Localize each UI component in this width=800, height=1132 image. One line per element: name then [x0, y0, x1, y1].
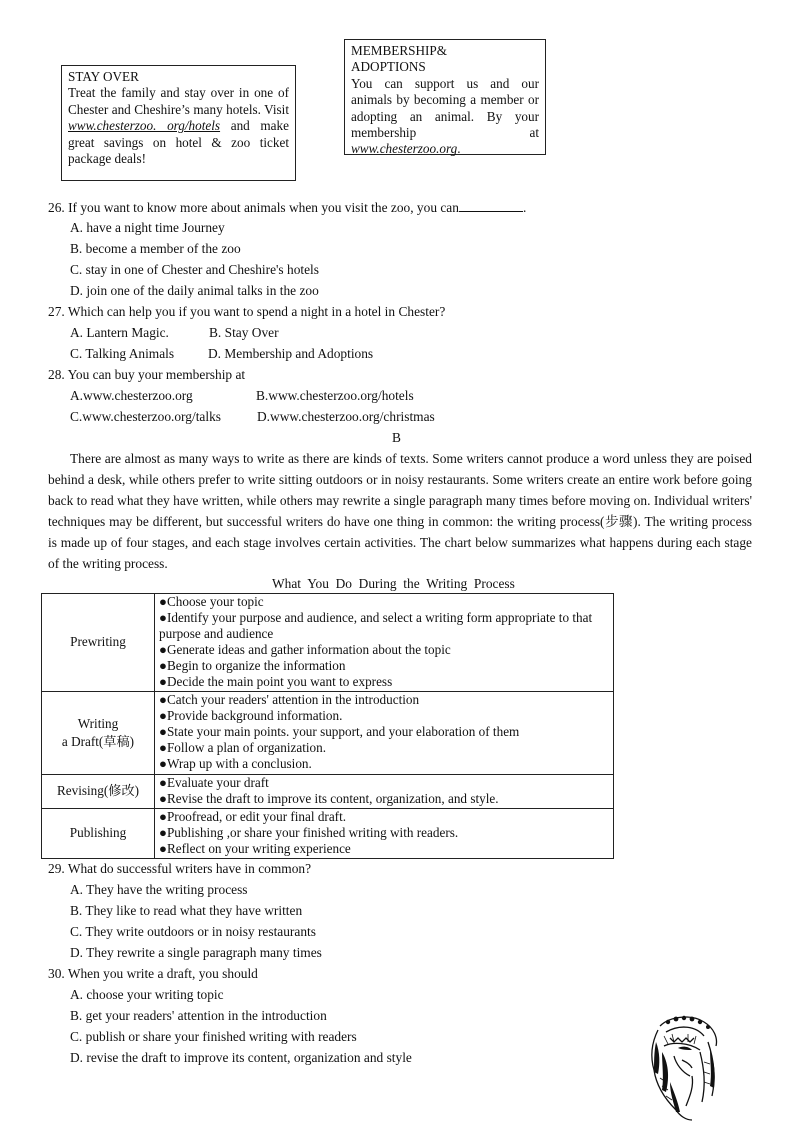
membership-title-line1: MEMBERSHIP&	[351, 43, 447, 58]
answer-blank	[459, 199, 523, 212]
stage-writing-draft-line1: Writing	[77, 715, 119, 731]
list-item: ●Begin to organize the information	[159, 658, 346, 674]
list-item: ●Evaluate your draft	[159, 774, 269, 790]
table-row	[42, 774, 614, 808]
q27-option-b: B. Stay Over	[209, 325, 279, 340]
list-item: ●State your main points. your support, and your elaboration of them	[159, 723, 520, 739]
membership-title-line2: ADOPTIONS	[351, 59, 426, 75]
q30-option-d: D. revise the draft to improve its content, organization and style	[70, 1050, 412, 1065]
q30-option-b: B. get your readers' attention in the introduction	[70, 1008, 327, 1023]
list-item: ●Identify your purpose and audience, and select a writing form appropriate to that purpose and audience	[159, 610, 593, 642]
list-item: ●Decide the main point you want to express	[159, 674, 393, 690]
list-item: ●Wrap up with a conclusion.	[159, 755, 312, 771]
list-item: ●Reflect on your writing experience	[159, 840, 351, 856]
stay-over-text: Treat the family and stay over in one of Chester and Cheshire’s many hotels. Visit www.chesterzoo. org/hotels and make great savings on hotel & zoo ticket package deals!	[68, 85, 289, 167]
list-item: ●Proofread, or edit your final draft.	[159, 808, 347, 824]
q27-option-d: D. Membership and Adoptions	[208, 346, 374, 361]
hotels-link[interactable]: www.chesterzoo. org/hotels	[68, 118, 221, 134]
section-b-paragraph: There are almost as many ways to write as there are kinds of texts. Some writers cannot produce a word unless they are poised behind a desk, while others prefer to write sitting outdoors or in noisy restaurants. Some writers create an entire work before going back to read what they have written, while others may rewrite a single paragraph many times before moving on. Individual writers' techniques may be different, but successful writers do have one thing in common: the writing process(步骤). The writing process is made up of four stages, and each stage involves certain activities. The chart below summarizes what happens during each stage of the writing process.	[48, 451, 752, 571]
opera-figure-illustration	[630, 1012, 726, 1124]
stage-publishing: Publishing	[42, 808, 155, 858]
q29-option-c: C. They write outdoors or in noisy restaurants	[70, 924, 316, 939]
list-item: ●Follow a plan of organization.	[159, 739, 327, 755]
q30-option-a: A. choose your writing topic	[70, 987, 224, 1002]
membership-box	[344, 39, 546, 155]
list-item: ●Provide background information.	[159, 707, 343, 723]
membership-text: You can support us and our animals by becoming a member or adopting an animal. By your membership at www.chesterzoo.org.	[351, 75, 539, 157]
q26-option-d: D. join one of the daily animal talks in the zoo	[70, 283, 319, 298]
writing-process-table	[41, 593, 614, 859]
q29-option-a: A. They have the writing process	[70, 882, 248, 897]
table-row	[42, 691, 614, 774]
membership-link[interactable]: www.chesterzoo.org	[351, 141, 458, 157]
table-row	[42, 808, 614, 858]
list-item: ●Catch your readers' attention in the introduction	[159, 691, 420, 707]
q26-option-b: B. become a member of the zoo	[70, 241, 241, 256]
stage-prewriting: Prewriting	[42, 594, 155, 692]
list-item: ●Generate ideas and gather information about the topic	[159, 642, 451, 658]
q27-option-c: C. Talking Animals	[70, 346, 175, 361]
section-b-heading: B	[392, 430, 401, 445]
stay-over-title: STAY OVER	[68, 69, 139, 84]
question-26: 26. If you want to know more about animals when you visit the zoo, you can .	[48, 200, 527, 215]
question-29: 29. What do successful writers have in common?	[48, 861, 312, 876]
question-28: 28. You can buy your membership at	[48, 367, 246, 382]
question-27: 27. Which can help you if you want to spend a night in a hotel in Chester?	[48, 304, 446, 319]
stage-revising: Revising(修改)	[42, 774, 155, 808]
q29-option-d: D. They rewrite a single paragraph many times	[70, 945, 322, 960]
list-item: ●Publishing ,or share your finished writing with readers.	[159, 824, 459, 840]
stay-over-box	[61, 65, 296, 181]
question-30: 30. When you write a draft, you should	[48, 966, 258, 981]
stage-writing-draft-line2: a Draft(草稿)	[61, 733, 135, 749]
list-item: ●Revise the draft to improve its content, organization, and style.	[159, 790, 499, 806]
q28-option-b: B.www.chesterzoo.org/hotels	[256, 388, 414, 403]
q28-option-c: C.www.chesterzoo.org/talks	[70, 409, 221, 424]
q30-option-c: C. publish or share your finished writing with readers	[70, 1029, 357, 1044]
table-title: What You Do During the Writing Process	[272, 576, 515, 591]
stage-writing-draft	[42, 691, 155, 774]
q28-option-d: D.www.chesterzoo.org/christmas	[257, 409, 435, 424]
q26-option-c: C. stay in one of Chester and Cheshire's hotels	[70, 262, 319, 277]
table-row	[42, 594, 614, 692]
q27-option-a: A. Lantern Magic.	[70, 325, 169, 340]
q28-option-a: A.www.chesterzoo.org	[70, 388, 193, 403]
q26-option-a: A. have a night time Journey	[70, 220, 225, 235]
q29-option-b: B. They like to read what they have written	[70, 903, 303, 918]
list-item: ●Choose your topic	[159, 594, 264, 609]
